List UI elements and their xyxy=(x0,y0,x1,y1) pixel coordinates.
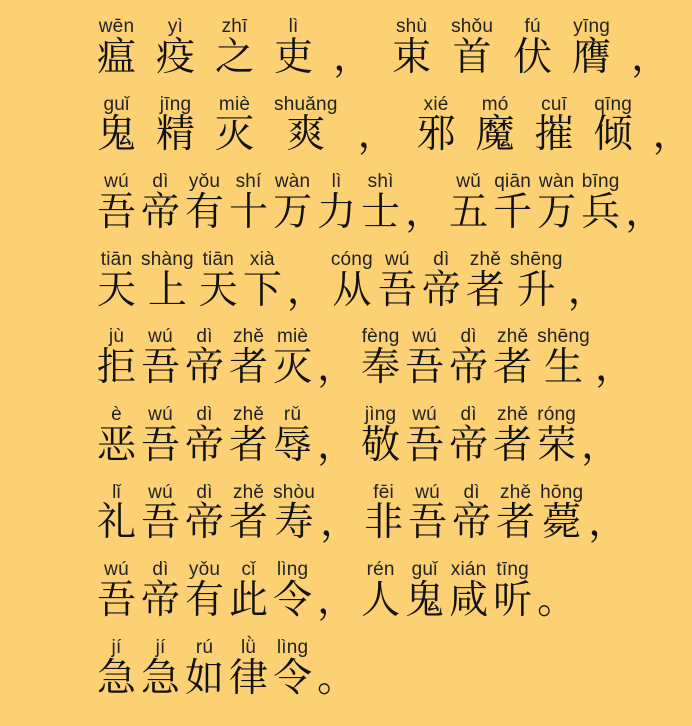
punctuation-glyph: ， xyxy=(317,346,357,390)
hanzi-character: 者 xyxy=(493,423,533,467)
pinyin-label: wú xyxy=(104,171,129,193)
pinyin-label: wú xyxy=(412,326,437,348)
hanzi-character: 邪 xyxy=(416,113,456,157)
pinyin-label: wú xyxy=(148,403,173,425)
punctuation-mark xyxy=(631,35,671,79)
punctuation-glyph: ， xyxy=(631,35,671,79)
text-line xyxy=(0,621,692,699)
annotated-character xyxy=(185,171,224,233)
pinyin-label: wàn xyxy=(538,171,575,193)
hanzi-character: 鬼 xyxy=(405,578,445,622)
annotated-character xyxy=(243,249,282,311)
punctuation-glyph: ， xyxy=(317,578,357,622)
pinyin-label: jìng xyxy=(364,403,397,425)
pinyin-label: wú xyxy=(415,481,440,503)
annotated-character xyxy=(361,404,400,466)
hanzi-character: 升 xyxy=(516,268,556,312)
annotated-character xyxy=(97,637,136,699)
annotated-character xyxy=(215,16,254,78)
hanzi-character: 下 xyxy=(242,268,282,312)
pinyin-label: dì xyxy=(463,481,480,503)
annotated-character xyxy=(273,326,312,388)
hanzi-character: 听 xyxy=(493,578,533,622)
pinyin-label: lǜ xyxy=(240,636,257,658)
hanzi-character: 奉 xyxy=(361,346,401,390)
hanzi-character: 帝 xyxy=(185,346,225,390)
pinyin-label: fēi xyxy=(373,481,394,503)
annotated-character xyxy=(496,482,535,544)
hanzi-character: 急 xyxy=(141,656,181,700)
hanzi-character: 恶 xyxy=(97,423,137,467)
annotated-character xyxy=(273,559,312,621)
annotated-character xyxy=(156,16,195,78)
pinyin-label: xié xyxy=(423,93,449,115)
pinyin-label: dì xyxy=(460,403,477,425)
hanzi-character: 有 xyxy=(185,191,225,235)
annotated-character xyxy=(361,559,400,621)
hanzi-character: 士 xyxy=(361,191,401,235)
annotated-character xyxy=(141,249,194,311)
annotated-character xyxy=(97,94,136,156)
pinyin-label: lǐ xyxy=(112,481,121,503)
annotated-character xyxy=(466,249,505,311)
hanzi-character: 帝 xyxy=(185,501,225,545)
pinyin-label: lì xyxy=(331,171,342,193)
hanzi-character: 吾 xyxy=(377,268,417,312)
hanzi-character: 从 xyxy=(332,268,372,312)
pinyin-label: yīng xyxy=(573,15,610,37)
pinyin-label: dì xyxy=(196,403,213,425)
hanzi-character: 鬼 xyxy=(97,113,137,157)
pinyin-label: hōng xyxy=(540,481,584,503)
punctuation-glyph: 。 xyxy=(537,578,577,622)
hanzi-character: 者 xyxy=(465,268,505,312)
pinyin-label: jí xyxy=(155,636,166,658)
hanzi-character: 人 xyxy=(361,578,401,622)
pinyin-label: shí xyxy=(235,171,262,193)
hanzi-character: 吾 xyxy=(97,191,137,235)
punctuation-mark xyxy=(358,115,397,155)
hanzi-character: 此 xyxy=(229,578,269,622)
pinyin-label: yǒu xyxy=(188,171,221,193)
hanzi-character: 灭 xyxy=(273,346,313,390)
annotated-character xyxy=(97,16,136,78)
pinyin-label: wú xyxy=(104,559,129,581)
hanzi-character: 者 xyxy=(229,346,269,390)
hanzi-character: 咸 xyxy=(449,578,489,622)
pinyin-label: tiān xyxy=(100,248,133,270)
hanzi-character: 帝 xyxy=(452,501,492,545)
annotated-character xyxy=(493,404,532,466)
annotated-character xyxy=(141,482,180,544)
pinyin-label: dì xyxy=(460,326,477,348)
annotated-character xyxy=(449,326,488,388)
pinyin-label: tiān xyxy=(202,248,235,270)
punctuation-mark xyxy=(653,115,692,155)
pinyin-label: dì xyxy=(152,171,169,193)
hanzi-character: 吾 xyxy=(141,346,181,390)
hanzi-character: 天 xyxy=(97,268,137,312)
pinyin-label: dì xyxy=(196,326,213,348)
punctuation-mark xyxy=(317,656,357,700)
hanzi-character: 伏 xyxy=(513,35,553,79)
punctuation-mark xyxy=(317,423,357,467)
pinyin-label: róng xyxy=(537,403,577,425)
annotated-character xyxy=(422,249,461,311)
pinyin-label: yǒu xyxy=(188,559,221,581)
pinyin-label: dì xyxy=(196,481,213,503)
pinyin-label: shì xyxy=(367,171,394,193)
hanzi-character: 拒 xyxy=(97,346,137,390)
annotated-character xyxy=(361,171,400,233)
annotated-character xyxy=(229,637,268,699)
pinyin-label: zhě xyxy=(497,403,529,425)
text-line xyxy=(0,155,692,233)
text-line xyxy=(0,78,692,156)
annotated-character xyxy=(97,482,136,544)
pinyin-label: fèng xyxy=(361,326,400,348)
annotated-character xyxy=(535,94,574,156)
annotated-character xyxy=(449,559,488,621)
hanzi-character: 倾 xyxy=(593,113,633,157)
annotated-character xyxy=(97,171,136,233)
annotated-character xyxy=(185,637,224,699)
hanzi-character: 有 xyxy=(185,578,225,622)
annotated-character xyxy=(141,171,180,233)
pinyin-label: zhě xyxy=(497,326,529,348)
annotated-character xyxy=(229,326,268,388)
annotated-character xyxy=(229,404,268,466)
hanzi-character: 魔 xyxy=(475,113,515,157)
text-line xyxy=(0,388,692,466)
punctuation-glyph: ， xyxy=(333,35,373,79)
hanzi-character: 帝 xyxy=(185,423,225,467)
hanzi-character: 摧 xyxy=(534,113,574,157)
annotated-character xyxy=(185,326,224,388)
punctuation-mark xyxy=(333,35,373,79)
hanzi-character: 吏 xyxy=(274,35,314,79)
pinyin-label: guǐ xyxy=(103,93,130,115)
hanzi-character: 薨 xyxy=(542,501,582,545)
annotated-character xyxy=(141,559,180,621)
hanzi-character: 帝 xyxy=(141,191,181,235)
annotated-character xyxy=(364,482,403,544)
annotated-character xyxy=(493,559,532,621)
annotated-character xyxy=(199,249,238,311)
pinyin-label: shēng xyxy=(509,248,563,270)
annotated-character xyxy=(273,482,315,544)
annotated-character xyxy=(537,404,576,466)
annotated-character xyxy=(317,171,356,233)
hanzi-character: 帝 xyxy=(449,423,489,467)
pinyin-label: cóng xyxy=(330,248,373,270)
pinyin-label: shuǎng xyxy=(274,93,338,115)
pinyin-label: rú xyxy=(195,636,214,658)
hanzi-character: 辱 xyxy=(273,423,313,467)
hanzi-character: 灭 xyxy=(215,113,255,157)
annotated-character xyxy=(229,171,268,233)
hanzi-character: 者 xyxy=(229,423,269,467)
annotated-character xyxy=(493,326,532,388)
pinyin-label: jí xyxy=(111,636,122,658)
annotated-character xyxy=(452,482,491,544)
pinyin-label: qiān xyxy=(494,171,532,193)
pinyin-label: mó xyxy=(481,93,509,115)
annotated-character xyxy=(417,94,456,156)
text-line xyxy=(0,0,692,78)
pinyin-label: dì xyxy=(433,248,450,270)
annotated-character xyxy=(97,326,136,388)
pinyin-label: wú xyxy=(148,481,173,503)
pinyin-label: tīng xyxy=(496,559,529,581)
pinyin-label: qīng xyxy=(594,93,633,115)
hanzi-character: 律 xyxy=(229,656,269,700)
pinyin-label: wú xyxy=(412,403,437,425)
pinyin-label: shù xyxy=(395,15,428,37)
annotated-character xyxy=(513,16,552,78)
pinyin-label: wēn xyxy=(98,15,135,37)
hanzi-character: 吾 xyxy=(405,346,445,390)
punctuation-mark xyxy=(405,193,444,233)
annotated-character xyxy=(405,326,444,388)
hanzi-character: 者 xyxy=(496,501,536,545)
pinyin-label: zhě xyxy=(232,326,265,348)
annotated-character xyxy=(537,171,576,233)
punctuation-glyph: ， xyxy=(405,191,445,235)
pinyin-label: cǐ xyxy=(241,559,256,581)
hanzi-character: 帝 xyxy=(449,346,489,390)
hanzi-character: 荣 xyxy=(537,423,577,467)
punctuation-mark xyxy=(286,268,326,312)
annotated-character xyxy=(141,326,180,388)
hanzi-character: 帝 xyxy=(141,578,181,622)
pinyin-label: wǔ xyxy=(456,171,481,193)
pinyin-label: lì xyxy=(288,15,299,37)
annotated-character xyxy=(451,16,493,78)
annotated-character xyxy=(215,94,254,156)
hanzi-character: 吾 xyxy=(141,423,181,467)
pinyin-label: shǒu xyxy=(451,15,494,37)
pinyin-label: rén xyxy=(366,559,395,581)
annotated-character xyxy=(331,249,373,311)
pinyin-label: bīng xyxy=(581,171,620,193)
pinyin-label: jù xyxy=(108,326,125,348)
pinyin-label: zhī xyxy=(221,15,248,37)
punctuation-glyph: 。 xyxy=(317,656,357,700)
punctuation-glyph: ， xyxy=(357,113,397,157)
punctuation-glyph: ， xyxy=(588,501,628,545)
annotated-character xyxy=(273,404,312,466)
hanzi-character: 令 xyxy=(273,656,313,700)
pinyin-label: zhě xyxy=(232,481,265,503)
hanzi-character: 吾 xyxy=(141,501,181,545)
annotated-character xyxy=(392,16,431,78)
annotated-character xyxy=(405,559,444,621)
pinyin-label: xián xyxy=(450,559,487,581)
annotated-character xyxy=(97,249,136,311)
punctuation-mark xyxy=(625,193,664,233)
hanzi-character: 之 xyxy=(215,35,255,79)
hanzi-character: 首 xyxy=(452,35,492,79)
punctuation-glyph: ， xyxy=(286,268,326,312)
pinyin-label: fú xyxy=(524,15,541,37)
hanzi-character: 天 xyxy=(198,268,238,312)
hanzi-character: 膺 xyxy=(572,35,612,79)
hanzi-character: 吾 xyxy=(97,578,137,622)
annotated-character xyxy=(185,559,224,621)
pinyin-label: miè xyxy=(218,93,251,115)
hanzi-character: 者 xyxy=(493,346,533,390)
hanzi-character: 敬 xyxy=(361,423,401,467)
punctuation-mark xyxy=(595,348,634,388)
hanzi-character: 非 xyxy=(364,501,404,545)
annotated-character xyxy=(540,482,583,544)
pinyin-label: dì xyxy=(152,559,169,581)
punctuation-glyph: ， xyxy=(581,423,621,467)
hanzi-character: 寿 xyxy=(274,501,314,545)
punctuation-glyph: ， xyxy=(625,191,665,235)
annotated-character xyxy=(572,16,611,78)
punctuation-glyph: ， xyxy=(317,423,357,467)
hanzi-character: 令 xyxy=(273,578,313,622)
annotated-character xyxy=(97,559,136,621)
punctuation-glyph: ， xyxy=(594,346,634,390)
pinyin-label: è xyxy=(111,403,122,425)
hanzi-character: 万 xyxy=(537,191,577,235)
punctuation-mark xyxy=(581,423,621,467)
punctuation-mark xyxy=(317,578,357,622)
annotated-character xyxy=(156,94,195,156)
punctuation-mark xyxy=(588,503,627,543)
punctuation-glyph: ， xyxy=(567,268,607,312)
pinyin-label: shēng xyxy=(537,326,590,348)
annotated-character xyxy=(493,171,532,233)
hanzi-character: 十 xyxy=(229,191,269,235)
hanzi-character: 如 xyxy=(185,656,225,700)
annotated-character xyxy=(141,637,180,699)
pinyin-label: zhě xyxy=(500,481,532,503)
hanzi-character: 力 xyxy=(317,191,357,235)
punctuation-mark xyxy=(320,503,359,543)
annotated-character xyxy=(185,404,224,466)
annotated-character xyxy=(449,404,488,466)
annotated-character xyxy=(274,16,313,78)
punctuation-mark xyxy=(317,348,356,388)
pinyin-label: yì xyxy=(167,15,184,37)
pinyin-label: rǔ xyxy=(283,403,302,425)
text-line xyxy=(0,233,692,311)
pinyin-label: wú xyxy=(148,326,173,348)
pinyin-label: jīng xyxy=(159,93,192,115)
pinyin-label: miè xyxy=(276,326,309,348)
annotated-character xyxy=(185,482,224,544)
hanzi-character: 礼 xyxy=(97,501,137,545)
hanzi-character: 五 xyxy=(449,191,489,235)
annotated-character xyxy=(449,171,488,233)
punctuation-mark xyxy=(537,578,577,622)
pinyin-label: shòu xyxy=(273,481,316,503)
hanzi-character: 急 xyxy=(97,656,137,700)
annotated-character xyxy=(274,94,338,156)
hanzi-character: 千 xyxy=(493,191,533,235)
text-line xyxy=(0,466,692,544)
annotated-character xyxy=(229,559,268,621)
annotated-character xyxy=(229,482,268,544)
annotated-character xyxy=(361,326,400,388)
punctuation-glyph: ， xyxy=(320,501,360,545)
hanzi-character: 生 xyxy=(544,346,584,390)
annotated-character xyxy=(510,249,563,311)
annotated-character xyxy=(378,249,417,311)
pinyin-label: zhě xyxy=(232,403,265,425)
punctuation-mark xyxy=(567,268,607,312)
hanzi-character: 疫 xyxy=(156,35,196,79)
hanzi-character: 万 xyxy=(273,191,313,235)
hanzi-character: 吾 xyxy=(405,423,445,467)
annotated-character xyxy=(581,171,620,233)
annotated-character xyxy=(405,404,444,466)
annotated-character xyxy=(273,171,312,233)
text-line xyxy=(0,310,692,388)
hanzi-character: 瘟 xyxy=(97,35,137,79)
annotated-character xyxy=(141,404,180,466)
hanzi-character: 爽 xyxy=(286,113,326,157)
hanzi-character: 兵 xyxy=(581,191,621,235)
pinyin-label: wú xyxy=(385,248,410,270)
pinyin-label: xià xyxy=(249,248,275,270)
annotated-character xyxy=(408,482,447,544)
pinyin-label: lìng xyxy=(276,559,309,581)
hanzi-character: 吾 xyxy=(408,501,448,545)
hanzi-character: 精 xyxy=(156,113,196,157)
hanzi-character: 束 xyxy=(392,35,432,79)
text-line xyxy=(0,543,692,621)
pinyin-label: cuī xyxy=(541,93,568,115)
annotated-character xyxy=(476,94,515,156)
pinyin-label: zhě xyxy=(469,248,502,270)
hanzi-character: 者 xyxy=(229,501,269,545)
hanzi-character: 上 xyxy=(147,268,187,312)
hanzi-character: 帝 xyxy=(421,268,461,312)
pinyin-label: wàn xyxy=(274,171,311,193)
annotated-character xyxy=(273,637,312,699)
annotated-character xyxy=(537,326,590,388)
pinyin-label: guǐ xyxy=(411,559,438,581)
pinyin-label: shàng xyxy=(141,248,194,270)
annotated-character xyxy=(97,404,136,466)
annotated-character xyxy=(594,94,633,156)
punctuation-glyph: ， xyxy=(652,113,692,157)
pinyin-label: lìng xyxy=(276,636,309,658)
